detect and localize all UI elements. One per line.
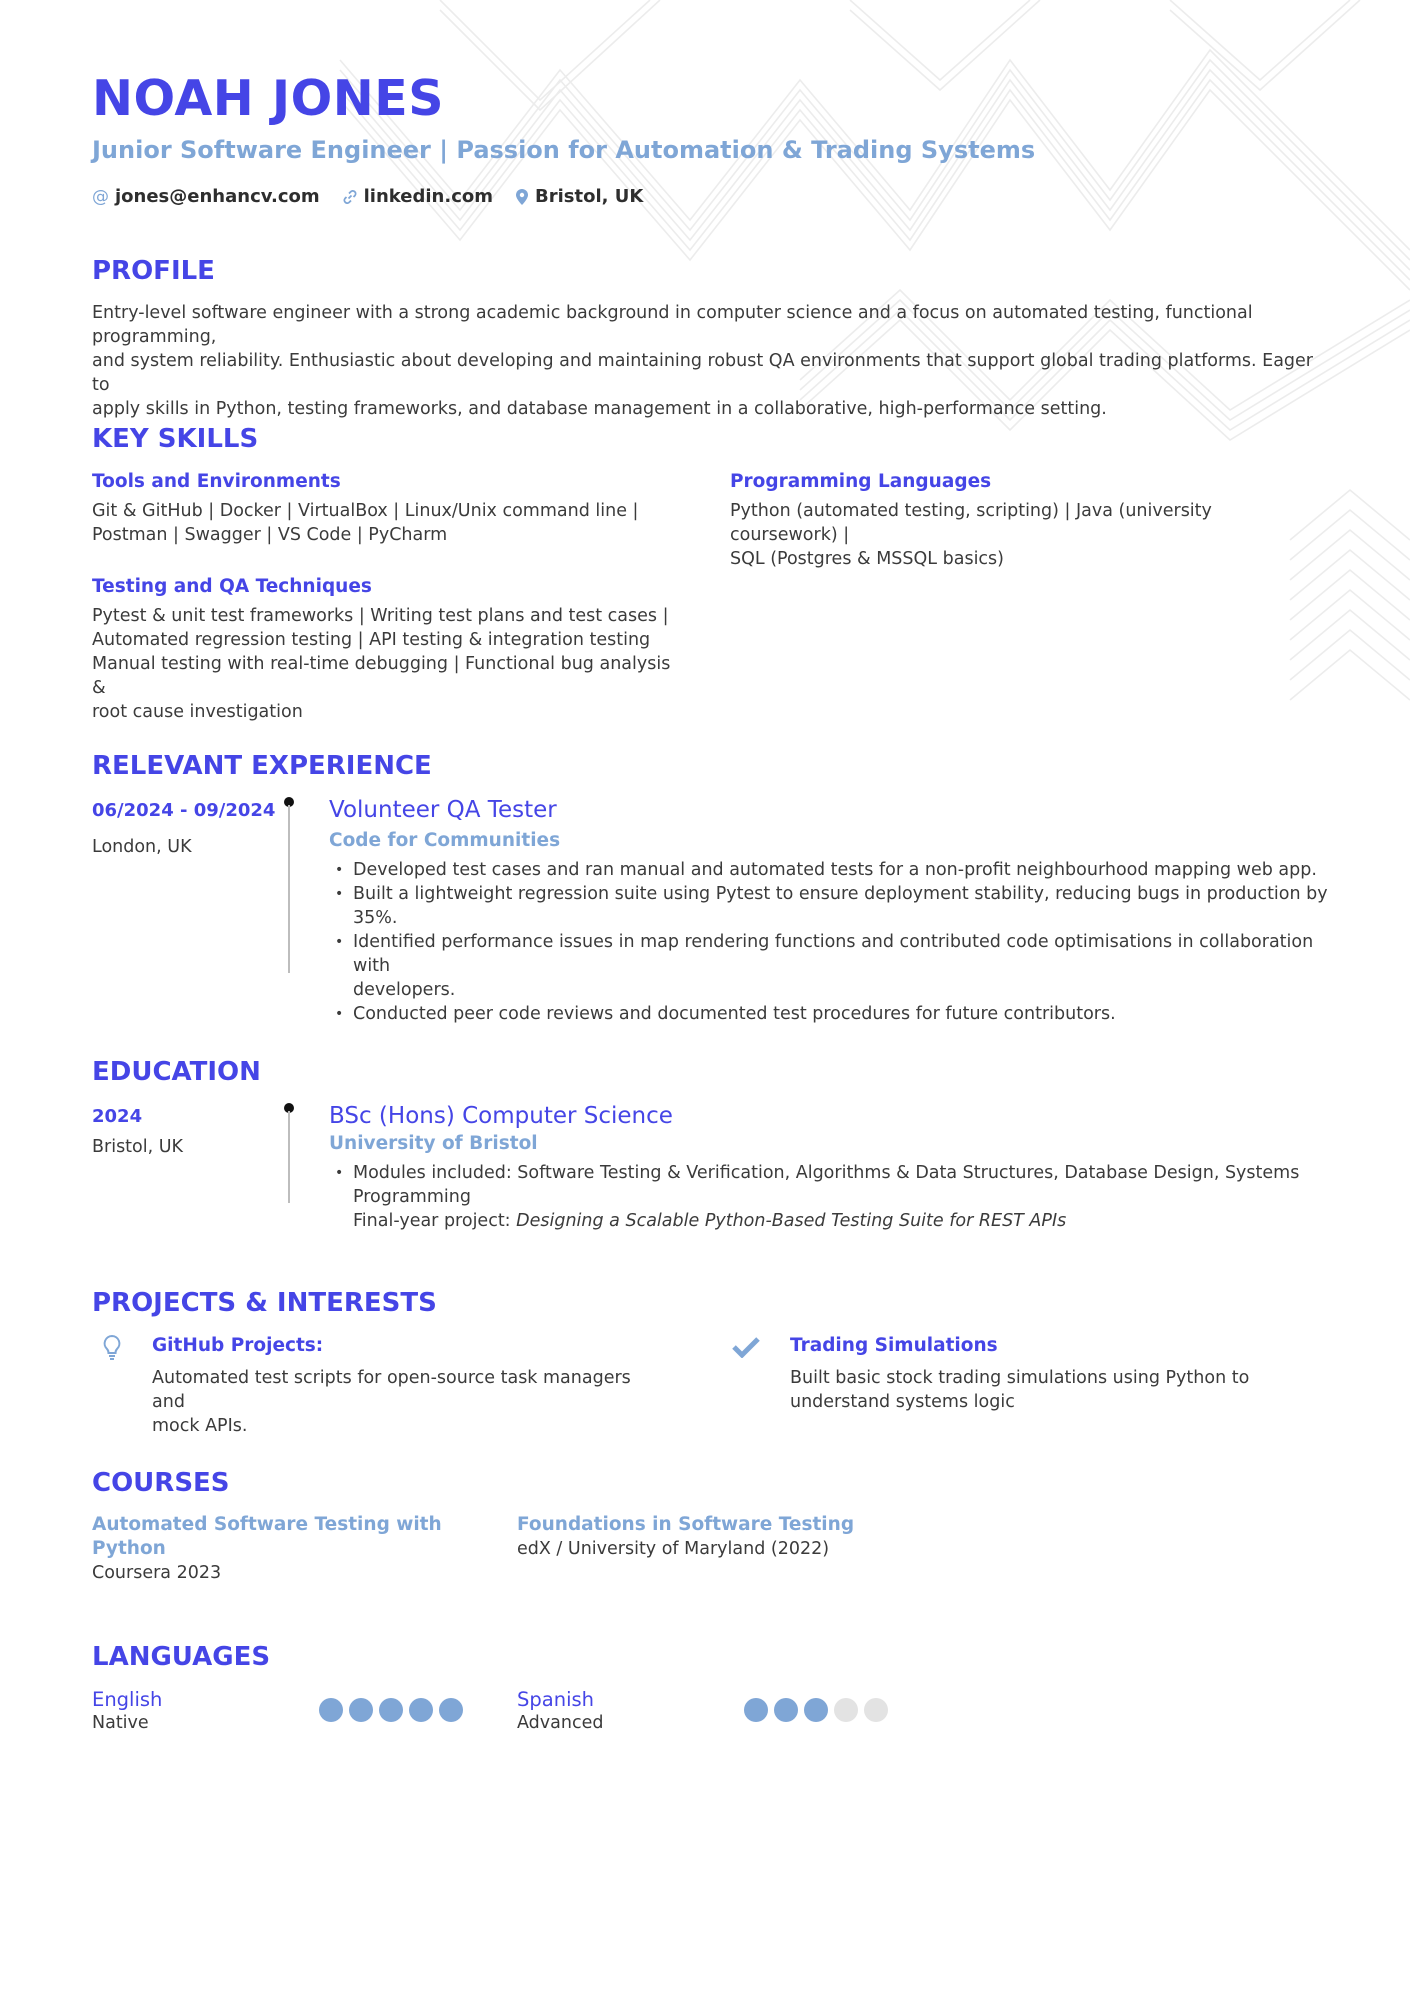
- language-level: Native: [92, 1713, 149, 1733]
- bullet-text: 35%.: [353, 908, 398, 928]
- project-title: Designing a Scalable Python-Based Testing Suite for REST APIs: [516, 1211, 1067, 1231]
- skill-group-text: [92, 604, 672, 724]
- bullet-text: Built a lightweight regression suite using Pytest to ensure deployment stability, reducing bugs in production by: [353, 884, 1328, 904]
- courses-heading: COURSES: [92, 1468, 230, 1498]
- rating-dot-empty: [834, 1698, 858, 1722]
- checkmark-icon: [732, 1336, 760, 1358]
- school: University of Bristol: [329, 1133, 538, 1154]
- location-text: Bristol, UK: [535, 186, 644, 207]
- skill-group-title: Programming Languages: [730, 471, 992, 492]
- project-title: GitHub Projects:: [152, 1335, 324, 1356]
- language-item: [517, 1688, 897, 1738]
- course-title-line: Python: [92, 1538, 166, 1559]
- skill-line: Python (automated testing, scripting) | Java (university coursework) |: [730, 501, 1212, 545]
- rating-dot-filled: [349, 1698, 373, 1722]
- skill-group-text: [92, 499, 672, 547]
- experience-heading: RELEVANT EXPERIENCE: [92, 751, 432, 781]
- project-description: [790, 1366, 1290, 1414]
- project-line: Automated test scripts for open-source task managers and: [152, 1368, 631, 1412]
- rating-dot-filled: [774, 1698, 798, 1722]
- education-bullets: [329, 1161, 1329, 1233]
- skill-group-title: Tools and Environments: [92, 471, 341, 492]
- skill-line: root cause investigation: [92, 702, 303, 722]
- bullet-text: Developed test cases and ran manual and automated tests for a non-profit neighbourhood mapping web app.: [353, 860, 1317, 880]
- linkedin-text: linkedin.com: [363, 186, 493, 207]
- education-location: Bristol, UK: [92, 1137, 184, 1157]
- bullet-item: [329, 882, 1329, 930]
- rating-dot-filled: [804, 1698, 828, 1722]
- lightbulb-icon: [102, 1334, 122, 1362]
- project-body: [790, 1334, 1290, 1414]
- profile-line: Entry-level software engineer with a strong academic background in computer science and a focus on automated testing, functional programming,: [92, 303, 1253, 347]
- profile-summary: [92, 301, 1318, 421]
- bullet-text: developers.: [353, 980, 456, 1000]
- organization: Code for Communities: [329, 830, 561, 851]
- language-rating: [319, 1698, 469, 1722]
- skill-group-text: [730, 499, 1310, 571]
- bullet-item: [329, 930, 1329, 1002]
- skills-heading: KEY SKILLS: [92, 424, 259, 454]
- skill-group-testing: [92, 575, 672, 724]
- course-detail: Coursera 2023: [92, 1563, 222, 1583]
- course-detail: edX / University of Maryland (2022): [517, 1539, 830, 1559]
- education-meta: [92, 1105, 183, 1159]
- course-title-line: Foundations in Software Testing: [517, 1514, 855, 1535]
- contact-linkedin[interactable]: [342, 186, 493, 207]
- project-item: [730, 1334, 1290, 1414]
- experience-location: London, UK: [92, 837, 192, 857]
- profile-line: and system reliability. Enthusiastic about developing and maintaining robust QA environments that support global trading platforms. Eager to: [92, 351, 1313, 395]
- project-title: Trading Simulations: [790, 1335, 998, 1356]
- education-entry: [329, 1101, 1329, 1233]
- link-icon: [342, 189, 358, 205]
- language-name: English: [92, 1688, 163, 1711]
- modules-text: Modules included: Software Testing & Verification, Algorithms & Data Structures, Database Design, Systems: [353, 1163, 1300, 1183]
- bullet-text: Identified performance issues in map rendering functions and contributed code optimisations in collaboration with: [353, 932, 1314, 976]
- language-item: [92, 1688, 472, 1738]
- bullet-text: Conducted peer code reviews and documented test procedures for future contributors.: [353, 1004, 1116, 1024]
- skill-line: Pytest & unit test frameworks | Writing test plans and test cases |: [92, 606, 669, 626]
- skill-line: Automated regression testing | API testing & integration testing: [92, 630, 651, 650]
- contact-email[interactable]: [92, 186, 320, 207]
- education-year: 2024: [92, 1106, 143, 1127]
- skill-line: Manual testing with real-time debugging | Functional bug analysis &: [92, 654, 671, 698]
- rating-dot-filled: [439, 1698, 463, 1722]
- contact-bar: [92, 186, 665, 207]
- bullet-item: [329, 1161, 1329, 1233]
- skill-group-languages: [730, 470, 1310, 571]
- email-text: jones@enhancv.com: [115, 186, 320, 207]
- rating-dot-filled: [409, 1698, 433, 1722]
- modules-text: Programming: [353, 1187, 471, 1207]
- timeline-line: [288, 805, 290, 973]
- project-line: understand systems logic: [790, 1392, 1015, 1412]
- experience-entry: [329, 795, 1329, 1026]
- candidate-name: NOAH JONES: [92, 70, 444, 127]
- project-description: [152, 1366, 652, 1438]
- experience-meta: [92, 799, 275, 859]
- course-title-line: Automated Software Testing with: [92, 1514, 442, 1535]
- rating-dot-empty: [864, 1698, 888, 1722]
- project-label: Final-year project:: [353, 1211, 517, 1231]
- skill-line: SQL (Postgres & MSSQL basics): [730, 549, 1004, 569]
- bullet-item: [329, 858, 1329, 882]
- skill-line: Postman | Swagger | VS Code | PyCharm: [92, 525, 448, 545]
- course-item: [517, 1513, 897, 1561]
- headline: Junior Software Engineer | Passion for Automation & Trading Systems: [92, 136, 1036, 164]
- skill-group-title: Testing and QA Techniques: [92, 576, 372, 597]
- timeline-line: [288, 1111, 290, 1203]
- experience-dates: 06/2024 - 09/2024: [92, 800, 276, 821]
- language-rating: [744, 1698, 894, 1722]
- education-heading: EDUCATION: [92, 1057, 261, 1087]
- course-item: [92, 1513, 472, 1585]
- rating-dot-filled: [379, 1698, 403, 1722]
- experience-bullets: [329, 858, 1329, 1026]
- profile-heading: PROFILE: [92, 256, 215, 286]
- location-pin-icon: [515, 188, 529, 206]
- projects-heading: PROJECTS & INTERESTS: [92, 1288, 437, 1318]
- at-icon: @: [92, 186, 109, 207]
- skill-group-tools: [92, 470, 672, 547]
- contact-location: [515, 186, 643, 207]
- language-level: Advanced: [517, 1713, 604, 1733]
- bullet-item: [329, 1002, 1329, 1026]
- course-title: [92, 1513, 472, 1561]
- project-line: Built basic stock trading simulations using Python to: [790, 1368, 1250, 1388]
- rating-dot-filled: [319, 1698, 343, 1722]
- degree: BSc (Hons) Computer Science: [329, 1103, 673, 1129]
- project-item: [92, 1334, 652, 1438]
- course-title: [517, 1513, 897, 1537]
- languages-heading: LANGUAGES: [92, 1642, 271, 1672]
- project-line: mock APIs.: [152, 1416, 248, 1436]
- language-name: Spanish: [517, 1688, 595, 1711]
- profile-line: apply skills in Python, testing frameworks, and database management in a collaborative, high-performance setting.: [92, 399, 1107, 419]
- rating-dot-filled: [744, 1698, 768, 1722]
- job-title: Volunteer QA Tester: [329, 797, 557, 823]
- project-body: [152, 1334, 652, 1438]
- skill-line: Git & GitHub | Docker | VirtualBox | Linux/Unix command line |: [92, 501, 639, 521]
